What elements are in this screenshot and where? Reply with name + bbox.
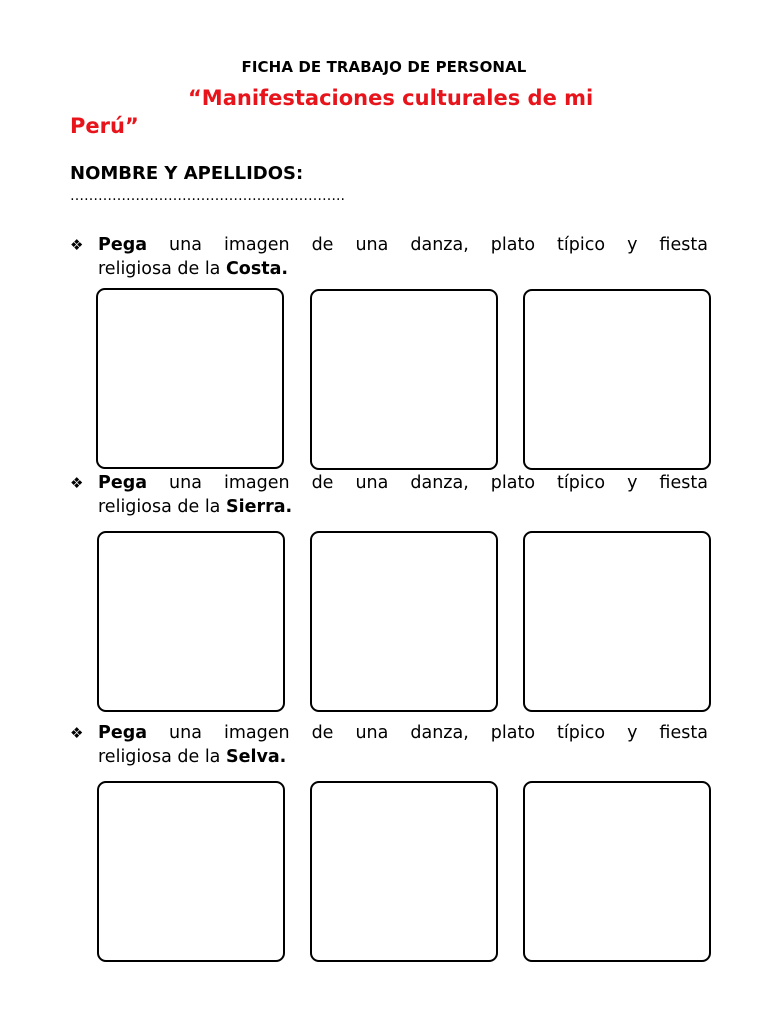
instruction-line-2 <box>98 495 292 519</box>
instruction-word: plato <box>490 235 536 255</box>
instruction-word: danza, <box>410 723 469 743</box>
instruction-word: una <box>355 473 389 493</box>
instruction-word: plato <box>490 473 536 493</box>
instruction-line-2 <box>98 257 288 281</box>
image-box-costa-1[interactable] <box>96 288 284 469</box>
instruction-word: típico <box>557 723 606 743</box>
image-box-selva-3[interactable] <box>523 781 711 962</box>
instruction-word: una <box>169 473 202 493</box>
bullet-icon: ❖ <box>70 474 84 492</box>
instruction-word: de <box>311 473 334 493</box>
subtitle-line-2: Perú” <box>70 114 139 138</box>
name-dotted-line[interactable]: ………………………………………………….. <box>70 188 345 204</box>
instruction-word: típico <box>557 235 606 255</box>
instruction-line-1 <box>98 471 708 495</box>
image-box-costa-3[interactable] <box>523 289 711 470</box>
instruction-prefix: religiosa de la <box>98 497 226 517</box>
instruction-word: imagen <box>223 473 290 493</box>
name-label: NOMBRE Y APELLIDOS: <box>70 163 304 184</box>
instruction-word: danza, <box>410 473 469 493</box>
page-title: FICHA DE TRABAJO DE PERSONAL <box>241 58 527 76</box>
image-box-sierra-2[interactable] <box>310 531 498 712</box>
image-box-selva-2[interactable] <box>310 781 498 962</box>
instruction-line-1 <box>98 233 708 257</box>
instruction-word: fiesta <box>659 473 708 493</box>
instruction-word: Pega <box>98 723 148 743</box>
image-box-costa-2[interactable] <box>310 289 498 470</box>
instruction-word: y <box>627 473 638 493</box>
instruction-word: fiesta <box>659 235 708 255</box>
instruction-word: una <box>169 235 202 255</box>
region-name: Costa. <box>225 259 289 279</box>
instruction-word: imagen <box>223 723 290 743</box>
instruction-word: y <box>627 235 638 255</box>
instruction-word: una <box>355 235 389 255</box>
instruction-word: una <box>169 723 202 743</box>
instruction-word: plato <box>490 723 536 743</box>
instruction-line-1 <box>98 721 708 745</box>
instruction-word: de <box>311 723 334 743</box>
instruction-prefix: religiosa de la <box>98 747 226 767</box>
instruction-word: de <box>311 235 334 255</box>
region-name: Sierra. <box>225 497 293 517</box>
instruction-word: Pega <box>98 235 148 255</box>
image-box-sierra-3[interactable] <box>523 531 711 712</box>
instruction-word: típico <box>557 473 606 493</box>
bullet-icon: ❖ <box>70 236 84 254</box>
instruction-word: danza, <box>410 235 469 255</box>
image-box-selva-1[interactable] <box>97 781 285 962</box>
instruction-word: fiesta <box>659 723 708 743</box>
instruction-word: y <box>627 723 638 743</box>
instruction-prefix: religiosa de la <box>98 259 226 279</box>
region-name: Selva. <box>225 747 287 767</box>
instruction-word: imagen <box>223 235 290 255</box>
subtitle-line-1: “Manifestaciones culturales de mi <box>188 86 594 110</box>
instruction-word: una <box>355 723 389 743</box>
bullet-icon: ❖ <box>70 724 84 742</box>
instruction-word: Pega <box>98 473 148 493</box>
instruction-line-2 <box>98 745 286 769</box>
image-box-sierra-1[interactable] <box>97 531 285 712</box>
